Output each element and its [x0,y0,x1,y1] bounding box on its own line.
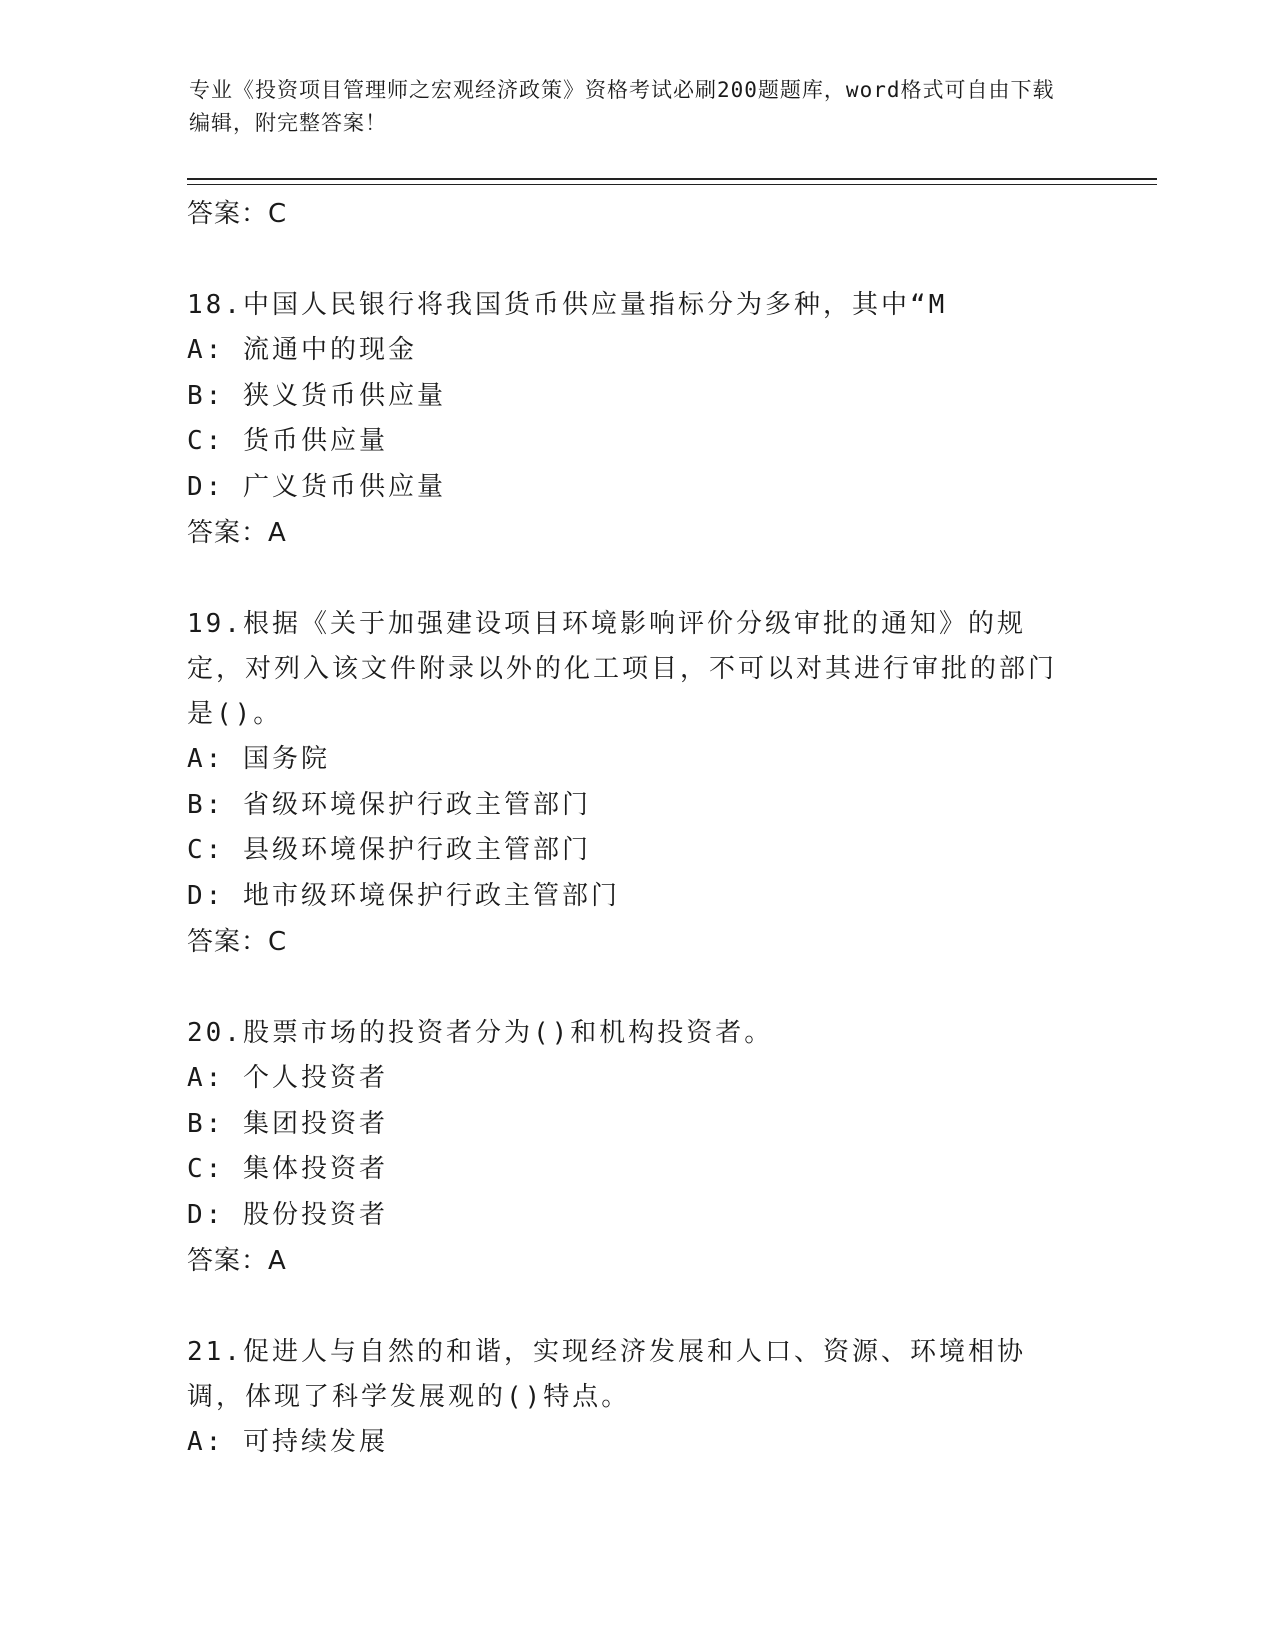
answer-line: 答案：C [187,199,288,229]
question-block [187,602,1067,965]
option-d: D: 地市级环境保护行政主管部门 [187,880,620,911]
header-divider-thin [187,184,1157,185]
answer-line: 答案：A [187,1246,287,1276]
option-a: A: 流通中的现金 [187,335,417,365]
option-b: B: 省级环境保护行政主管部门 [187,789,591,820]
question-stem: 18.中国人民银行将我国货币供应量指标分为多种，其中“M [187,290,948,320]
option-b: B: 集团投资者 [187,1108,388,1139]
option-a: A: 国务院 [187,744,330,774]
option-c: C: 货币供应量 [187,426,388,456]
question-list [187,191,1067,1466]
question-block [187,1330,1067,1466]
option-b: B: 狭义货币供应量 [187,380,446,411]
question-stem: 21.促进人与自然的和谐，实现经济发展和人口、资源、环境相协调，体现了科学发展观的()特点。 [187,1337,1026,1412]
option-a: A: 可持续发展 [187,1427,388,1457]
question-stem: 20.股票市场的投资者分为()和机构投资者。 [187,1018,774,1048]
page-header-text: 专业《投资项目管理师之宏观经济政策》资格考试必刷200题题库，word格式可自由下载编辑，附完整答案！ [189,78,1055,135]
option-c: C: 集体投资者 [187,1154,388,1184]
header-divider [187,178,1157,180]
document-page [187,0,1157,1650]
question-block [187,283,1067,556]
option-a: A: 个人投资者 [187,1063,388,1093]
answer-line: 答案：A [187,518,287,548]
answer-line: 答案：C [187,927,288,957]
option-c: C: 县级环境保护行政主管部门 [187,835,591,865]
question-stem: 19.根据《关于加强建设项目环境影响评价分级审批的通知》的规定，对列入该文件附录以外的化工项目，不可以对其进行审批的部门是()。 [187,609,1058,729]
option-d: D: 广义货币供应量 [187,471,446,502]
option-d: D: 股份投资者 [187,1199,388,1230]
question-block [187,1011,1067,1284]
